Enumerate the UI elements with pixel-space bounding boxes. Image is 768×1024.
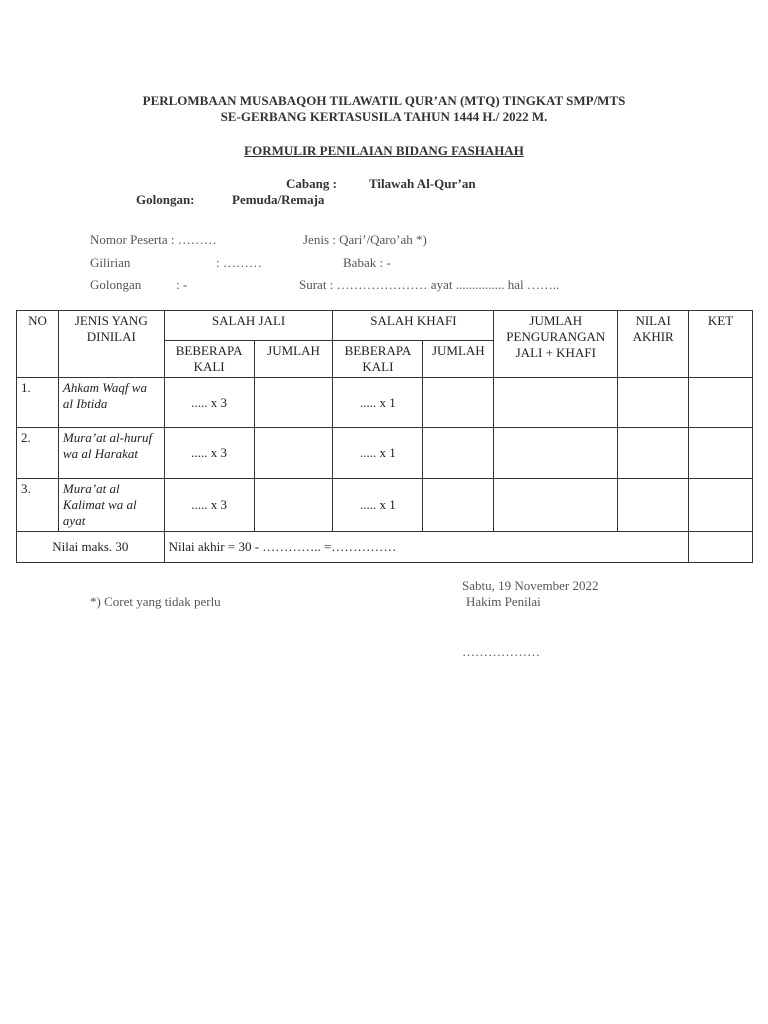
form-title: FORMULIR PENILAIAN BIDANG FASHAHAH xyxy=(244,143,524,158)
header-jenis: JENIS YANG DINILAI xyxy=(58,311,164,378)
signature-line: ……………… xyxy=(462,644,540,659)
header-beberapa-kali-jali: BEBERAPA KALI xyxy=(164,341,254,378)
row-item: Mura’at al Kalimat wa al ayat xyxy=(58,479,164,532)
nilai-akhir-cell[interactable] xyxy=(618,479,689,532)
row-number: 3. xyxy=(17,479,59,532)
khafi-multiplier: ..... x 1 xyxy=(333,378,423,428)
nomor-peserta-field: Nomor Peserta : ……… xyxy=(90,232,217,247)
ket-cell[interactable] xyxy=(689,479,753,532)
row-number: 1. xyxy=(17,378,59,428)
jali-total-cell[interactable] xyxy=(254,479,333,532)
babak-field: Babak : - xyxy=(343,255,391,270)
row-item: Ahkam Waqf wa al Ibtida xyxy=(58,378,164,428)
golongan-field-label: Golongan xyxy=(90,277,142,292)
table-row xyxy=(17,479,753,532)
nilai-maks: Nilai maks. 30 xyxy=(17,532,165,563)
header-salah-khafi: SALAH KHAFI xyxy=(333,311,494,341)
giliran-value: : ……… xyxy=(216,255,262,270)
row-item: Mura’at al-huruf wa al Harakat xyxy=(58,428,164,479)
table-footer-row xyxy=(17,532,753,563)
header-jumlah-pengurangan: JUMLAH PENGURANGAN JALI + KHAFI xyxy=(494,311,618,378)
header-no: NO xyxy=(17,311,59,378)
surat-field: Surat : ………………… ayat ............... hal …….. xyxy=(299,277,560,292)
document-title-line1: PERLOMBAAN MUSABAQOH TILAWATIL QUR’AN (MTQ) TINGKAT SMP/MTS xyxy=(142,93,626,108)
header-beberapa-kali-khafi: BEBERAPA KALI xyxy=(333,341,423,378)
jali-multiplier: ..... x 3 xyxy=(164,479,254,532)
golongan-label: Golongan: xyxy=(136,192,195,207)
jenis-field: Jenis : Qari’/Qaro’ah *) xyxy=(303,232,427,247)
pengurangan-cell[interactable] xyxy=(494,378,618,428)
khafi-total-cell[interactable] xyxy=(423,479,494,532)
judge-label: Hakim Penilai xyxy=(466,594,541,609)
giliran-label: Gilirian xyxy=(90,255,131,270)
header-nilai-akhir: NILAI AKHIR xyxy=(618,311,689,378)
jali-total-cell[interactable] xyxy=(254,428,333,479)
nilai-akhir-cell[interactable] xyxy=(618,428,689,479)
header-salah-jali: SALAH JALI xyxy=(164,311,333,341)
pengurangan-cell[interactable] xyxy=(494,479,618,532)
khafi-total-cell[interactable] xyxy=(423,378,494,428)
footer-ket-cell[interactable] xyxy=(689,532,753,563)
date: Sabtu, 19 November 2022 xyxy=(462,578,599,593)
ket-cell[interactable] xyxy=(689,378,753,428)
jali-multiplier: ..... x 3 xyxy=(164,428,254,479)
golongan-field-value: : - xyxy=(176,277,188,292)
header-ket: KET xyxy=(689,311,753,378)
document-title-line2: SE-GERBANG KERTASUSILA TAHUN 1444 H./ 2022 M. xyxy=(220,109,548,124)
header-jumlah-khafi: JUMLAH xyxy=(423,341,494,378)
jali-total-cell[interactable] xyxy=(254,378,333,428)
header-jumlah-jali: JUMLAH xyxy=(254,341,333,378)
ket-cell[interactable] xyxy=(689,428,753,479)
cabang-label: Cabang : xyxy=(286,176,337,191)
row-number: 2. xyxy=(17,428,59,479)
khafi-multiplier: ..... x 1 xyxy=(333,428,423,479)
golongan-value: Pemuda/Remaja xyxy=(232,192,325,207)
khafi-multiplier: ..... x 1 xyxy=(333,479,423,532)
pengurangan-cell[interactable] xyxy=(494,428,618,479)
scoring-table xyxy=(16,310,753,563)
footnote: *) Coret yang tidak perlu xyxy=(90,594,221,609)
table-row xyxy=(17,378,753,428)
nilai-akhir-cell[interactable] xyxy=(618,378,689,428)
nilai-akhir-formula: Nilai akhir = 30 - ………….. =…………… xyxy=(164,532,688,563)
cabang-value: Tilawah Al-Qur’an xyxy=(369,176,476,191)
table-row xyxy=(17,428,753,479)
khafi-total-cell[interactable] xyxy=(423,428,494,479)
jali-multiplier: ..... x 3 xyxy=(164,378,254,428)
